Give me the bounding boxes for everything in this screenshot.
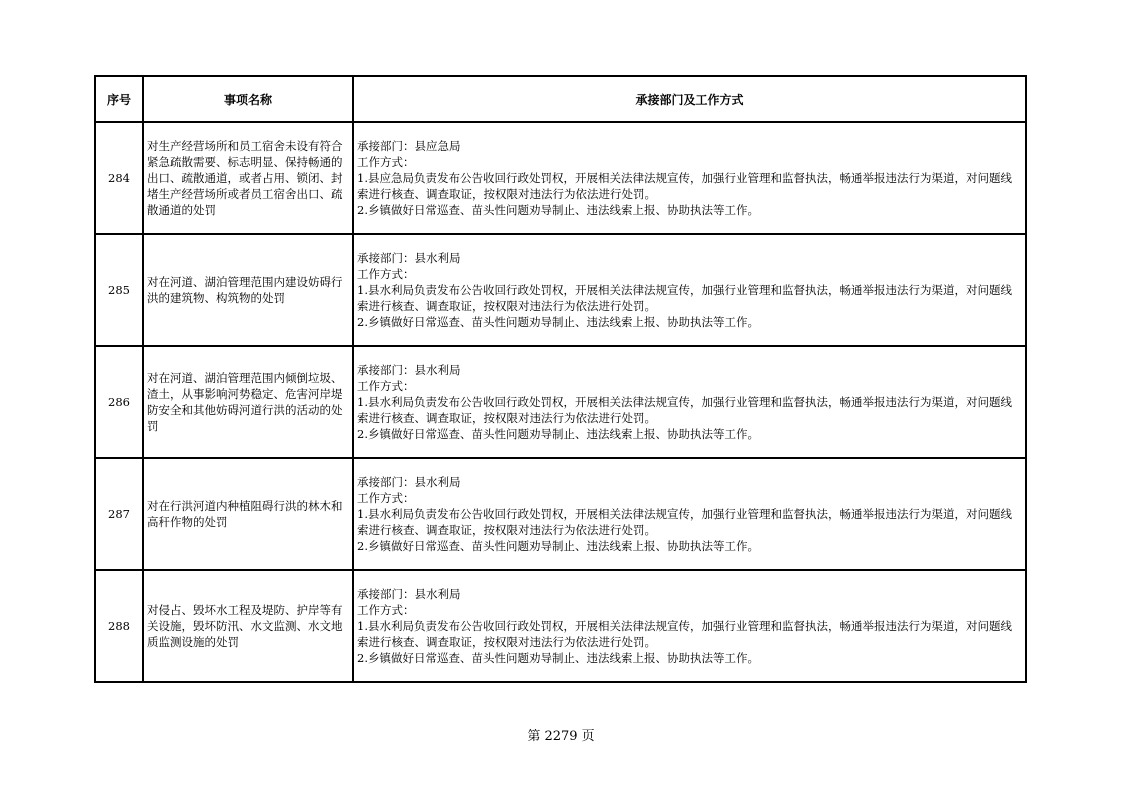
row-department-cell <box>353 234 1026 346</box>
department-line: 承接部门：县应急局 <box>357 139 461 153</box>
method-item-1: 1.县水利局负责发布公告收回行政处罚权，开展相关法律法规宣传，加强行业管理和监督执法，畅通举报违法行为渠道，对问题线索进行核查、调查取证，按权限对违法行为依法进行处罚。 <box>357 283 1012 313</box>
row-item-name: 对在河道、湖泊管理范围内建设妨碍行洪的建筑物、构筑物的处罚 <box>143 234 353 346</box>
table-row <box>95 458 1026 570</box>
matters-table <box>94 75 1027 683</box>
method-item-2: 2.乡镇做好日常巡查、苗头性问题劝导制止、违法线索上报、协助执法等工作。 <box>357 427 759 441</box>
row-department-cell <box>353 346 1026 458</box>
department-line: 承接部门：县水利局 <box>357 475 461 489</box>
method-item-2: 2.乡镇做好日常巡查、苗头性问题劝导制止、违法线索上报、协助执法等工作。 <box>357 539 759 553</box>
department-line: 承接部门：县水利局 <box>357 363 461 377</box>
method-item-2: 2.乡镇做好日常巡查、苗头性问题劝导制止、违法线索上报、协助执法等工作。 <box>357 315 759 329</box>
row-serial-number: 288 <box>95 570 143 682</box>
row-serial-number: 286 <box>95 346 143 458</box>
header-item-name: 事项名称 <box>143 76 353 122</box>
table-row <box>95 346 1026 458</box>
table-row <box>95 122 1026 234</box>
method-item-1: 1.县应急局负责发布公告收回行政处罚权，开展相关法律法规宣传，加强行业管理和监督执法，畅通举报违法行为渠道，对问题线索进行核查、调查取证，按权限对违法行为依法进行处罚。 <box>357 171 1012 201</box>
row-department-cell <box>353 122 1026 234</box>
method-label: 工作方式： <box>357 155 415 169</box>
department-line: 承接部门：县水利局 <box>357 587 461 601</box>
header-serial-number: 序号 <box>95 76 143 122</box>
row-department-cell <box>353 458 1026 570</box>
row-item-name: 对在行洪河道内种植阻碍行洪的林木和高秆作物的处罚 <box>143 458 353 570</box>
method-item-2: 2.乡镇做好日常巡查、苗头性问题劝导制止、违法线索上报、协助执法等工作。 <box>357 651 759 665</box>
method-label: 工作方式： <box>357 603 415 617</box>
table-row <box>95 570 1026 682</box>
row-department-cell <box>353 570 1026 682</box>
method-item-1: 1.县水利局负责发布公告收回行政处罚权，开展相关法律法规宣传，加强行业管理和监督执法，畅通举报违法行为渠道，对问题线索进行核查、调查取证，按权限对违法行为依法进行处罚。 <box>357 619 1012 649</box>
method-item-2: 2.乡镇做好日常巡查、苗头性问题劝导制止、违法线索上报、协助执法等工作。 <box>357 203 759 217</box>
row-serial-number: 285 <box>95 234 143 346</box>
table-row <box>95 234 1026 346</box>
method-item-1: 1.县水利局负责发布公告收回行政处罚权，开展相关法律法规宣传，加强行业管理和监督执法，畅通举报违法行为渠道，对问题线索进行核查、调查取证，按权限对违法行为依法进行处罚。 <box>357 395 1012 425</box>
method-item-1: 1.县水利局负责发布公告收回行政处罚权，开展相关法律法规宣传，加强行业管理和监督执法，畅通举报违法行为渠道，对问题线索进行核查、调查取证，按权限对违法行为依法进行处罚。 <box>357 507 1012 537</box>
row-item-name: 对侵占、毁坏水工程及堤防、护岸等有关设施，毁坏防汛、水文监测、水文地质监测设施的处罚 <box>143 570 353 682</box>
method-label: 工作方式： <box>357 491 415 505</box>
row-serial-number: 284 <box>95 122 143 234</box>
department-line: 承接部门：县水利局 <box>357 251 461 265</box>
table-header-row <box>95 76 1026 122</box>
row-item-name: 对在河道、湖泊管理范围内倾倒垃圾、渣土，从事影响河势稳定、危害河岸堤防安全和其他妨碍河道行洪的活动的处罚 <box>143 346 353 458</box>
row-serial-number: 287 <box>95 458 143 570</box>
row-item-name: 对生产经营场所和员工宿舍未设有符合紧急疏散需要、标志明显、保持畅通的出口、疏散通道，或者占用、锁闭、封堵生产经营场所或者员工宿舍出口、疏散通道的处罚 <box>143 122 353 234</box>
method-label: 工作方式： <box>357 379 415 393</box>
page-number: 第 2279 页 <box>527 729 595 744</box>
method-label: 工作方式： <box>357 267 415 281</box>
header-department-and-method: 承接部门及工作方式 <box>353 76 1026 122</box>
